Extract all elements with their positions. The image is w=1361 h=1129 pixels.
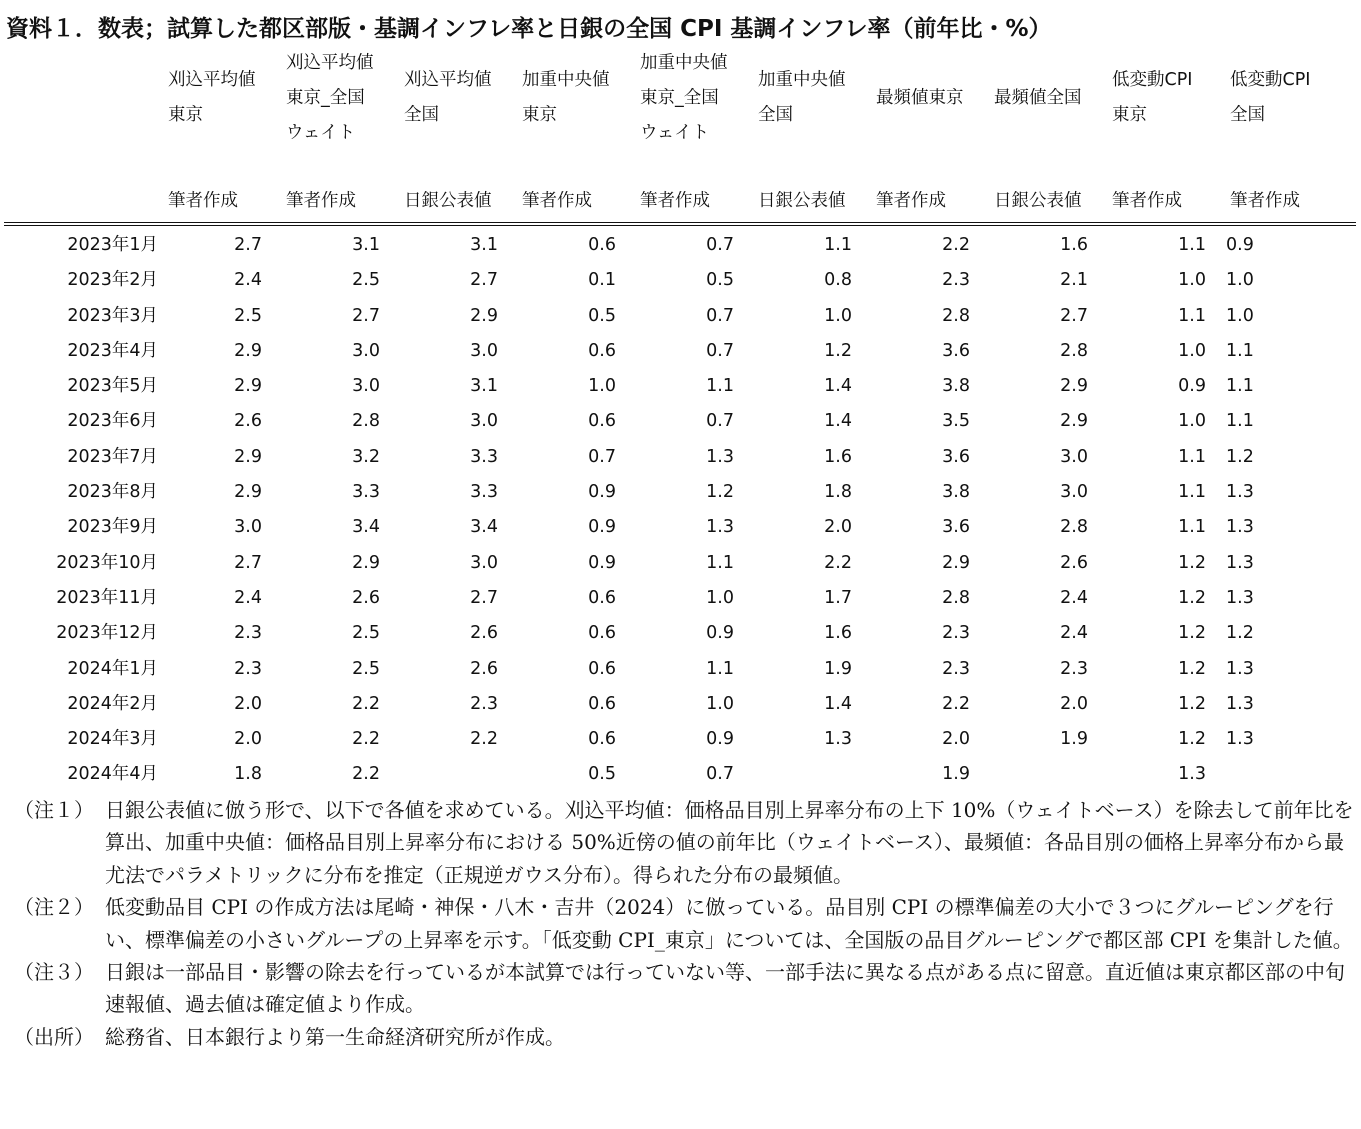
- footnote-label: （注３）: [14, 960, 94, 985]
- table-cell: 2.6: [470, 623, 498, 644]
- column-header-line: 東京: [522, 105, 557, 125]
- row-filler: [1238, 369, 1356, 404]
- row-filler: [1238, 475, 1356, 510]
- table-cell: 1.0: [1226, 305, 1254, 326]
- table-cell: 2.2: [942, 235, 970, 255]
- row-filler: [1238, 652, 1356, 687]
- table-row: [4, 687, 1356, 722]
- row-date: 2024年4月: [67, 764, 158, 785]
- table-cell: 2.5: [352, 623, 380, 644]
- row-filler: [1238, 263, 1356, 298]
- table-cell: 2.8: [942, 305, 970, 326]
- column-source-8: 日銀公表値: [990, 186, 1108, 224]
- column-header-line: 刈込平均値: [404, 70, 492, 90]
- table-cell: 1.1: [1178, 482, 1206, 503]
- table-cell: 0.9: [1178, 376, 1206, 397]
- table-cell: 0.5: [706, 270, 734, 291]
- table-cell: 1.1: [706, 658, 734, 679]
- table-cell: 2.2: [824, 552, 852, 573]
- table-cell: 1.1: [1178, 446, 1206, 467]
- table-cell: 3.1: [470, 235, 498, 255]
- table-cell: 1.0: [1226, 270, 1254, 291]
- column-header-line: 低変動CPI: [1112, 70, 1193, 90]
- table-cell: 1.1: [1226, 376, 1254, 397]
- table-cell: 3.6: [942, 517, 970, 538]
- table-cell: 1.3: [1226, 552, 1254, 573]
- row-date: 2023年4月: [67, 340, 158, 361]
- table-row: [4, 722, 1356, 757]
- footnote-label: （注２）: [14, 895, 94, 920]
- table-cell: 0.6: [588, 693, 616, 714]
- table-cell: 1.3: [1226, 517, 1254, 538]
- header-row-sources: [4, 186, 1356, 224]
- table-cell: 1.2: [1178, 587, 1206, 608]
- row-date: 2023年8月: [67, 482, 158, 503]
- table-cell: 1.3: [824, 729, 852, 750]
- table-cell: 0.6: [588, 658, 616, 679]
- column-header-line: 全国: [404, 105, 439, 125]
- row-filler: [1238, 334, 1356, 369]
- table-cell: 2.0: [1060, 693, 1088, 714]
- table-cell: 2.1: [1060, 270, 1088, 291]
- table-cell: 0.9: [588, 482, 616, 503]
- table-cell: 1.3: [1226, 482, 1254, 503]
- table-cell: 0.7: [706, 340, 734, 361]
- row-filler: [1238, 404, 1356, 439]
- row-filler: [1238, 510, 1356, 545]
- table-cell: 2.2: [352, 693, 380, 714]
- table-cell: 1.3: [1178, 764, 1206, 785]
- table-cell: 0.9: [706, 623, 734, 644]
- table-cell: 2.8: [352, 411, 380, 432]
- column-header-line: ウェイト: [286, 123, 356, 143]
- table-cell: 1.1: [706, 376, 734, 397]
- column-header-line: 東京_全国: [640, 88, 719, 108]
- table-cell: 1.0: [824, 305, 852, 326]
- table-cell: 1.1: [1226, 411, 1254, 432]
- table-cell: 1.6: [824, 446, 852, 467]
- column-header-line: 全国: [1230, 105, 1265, 125]
- table-cell: 1.3: [1226, 587, 1254, 608]
- table-row: [4, 334, 1356, 369]
- table-cell: 2.0: [824, 517, 852, 538]
- footnotes: [14, 794, 1359, 1053]
- column-header-line: 全国: [758, 105, 793, 125]
- table-cell: 3.0: [470, 411, 498, 432]
- column-source-3: 日銀公表値: [400, 186, 518, 224]
- row-date: 2023年12月: [56, 623, 158, 644]
- footnote-label: （注１）: [14, 798, 94, 822]
- table-cell: [1226, 757, 1238, 792]
- table-cell: 3.5: [942, 411, 970, 432]
- table-cell: 3.3: [352, 482, 380, 503]
- table-cell: 1.2: [1178, 729, 1206, 750]
- table-cell: 3.1: [352, 235, 380, 255]
- row-filler: [1238, 224, 1356, 263]
- table-cell: 3.8: [942, 376, 970, 397]
- table-cell: 3.0: [470, 552, 498, 573]
- table-cell: 3.0: [352, 340, 380, 361]
- footnote-text: 総務省、日本銀行より第一生命経済研究所が作成。: [105, 1024, 565, 1049]
- row-filler: [1238, 757, 1356, 792]
- row-date: 2023年3月: [67, 305, 158, 326]
- table-cell: 1.2: [1178, 623, 1206, 644]
- column-header-5: [636, 46, 754, 186]
- table-cell: 1.3: [1226, 729, 1254, 750]
- table-row: [4, 652, 1356, 687]
- table-cell: 1.2: [1178, 658, 1206, 679]
- document-title: 資料１．数表；試算した都区部版・基調インフレ率と日銀の全国 CPI 基調インフレ率（前年比・%）: [6, 16, 1052, 42]
- column-header-line: ウェイト: [640, 123, 710, 143]
- table-cell: 2.9: [352, 552, 380, 573]
- table-cell: 3.6: [942, 340, 970, 361]
- table-cell: 2.0: [942, 729, 970, 750]
- table-cell: 0.8: [824, 270, 852, 291]
- footnote-text: 日銀公表値に倣う形で、以下で各値を求めている。刈込平均値：価格品目別上昇率分布の上下 10%（ウェイトベース）を除去して前年比を算出、加重中央値：価格品目別上昇率分布における 50%近傍の値の前年比（ウェイトベース）、最頻値：各品目別の価格上昇率分布から最尤法でパラメトリックに分布を推定（正規逆ガウス分布）。得られた分布の最頻値。: [105, 798, 1354, 887]
- column-header-line: 最頻値全国: [994, 88, 1082, 108]
- table-cell: 1.1: [1178, 305, 1206, 326]
- table-cell: 3.0: [470, 340, 498, 361]
- table-cell: 2.7: [234, 235, 262, 255]
- table-cell: 1.2: [1226, 446, 1254, 467]
- table-cell: 3.0: [1060, 446, 1088, 467]
- row-date: 2023年1月: [67, 235, 158, 255]
- table-cell: 1.1: [1226, 340, 1254, 361]
- table-cell: 0.7: [706, 764, 734, 785]
- table-cell: 1.0: [1178, 270, 1206, 291]
- table-row: [4, 224, 1356, 263]
- table-cell: 3.3: [470, 446, 498, 467]
- table-cell: 2.9: [234, 446, 262, 467]
- table-cell: 2.8: [1060, 517, 1088, 538]
- table-cell: 1.3: [706, 517, 734, 538]
- table-cell: 0.6: [588, 623, 616, 644]
- table-cell: 1.2: [706, 482, 734, 503]
- table-cell: 2.8: [942, 587, 970, 608]
- table-cell: 2.0: [234, 729, 262, 750]
- table-cell: 2.2: [352, 764, 380, 785]
- table-cell: 3.0: [352, 376, 380, 397]
- row-date: 2024年1月: [67, 658, 158, 679]
- column-header-line: 刈込平均値: [286, 53, 374, 73]
- table-row: [4, 369, 1356, 404]
- table-cell: 0.9: [588, 552, 616, 573]
- table-cell: 2.3: [942, 658, 970, 679]
- table-cell: 1.4: [824, 693, 852, 714]
- table-cell: 2.0: [234, 693, 262, 714]
- column-source-2: 筆者作成: [282, 186, 400, 224]
- table-cell: 1.7: [824, 587, 852, 608]
- column-header-line: 低変動CPI: [1230, 70, 1311, 90]
- table-cell: 3.0: [234, 517, 262, 538]
- table-cell: 1.3: [1226, 693, 1254, 714]
- table-cell: 2.2: [352, 729, 380, 750]
- table-cell: 0.9: [706, 729, 734, 750]
- table-cell: 2.9: [1060, 376, 1088, 397]
- table-cell: 2.6: [470, 658, 498, 679]
- table-cell: 1.2: [1226, 623, 1254, 644]
- header-corner: [4, 46, 164, 186]
- footnote: [14, 794, 1359, 891]
- table-cell: 2.3: [470, 693, 498, 714]
- table-cell: 3.6: [942, 446, 970, 467]
- table-cell: 2.6: [234, 411, 262, 432]
- table-cell: 0.6: [588, 340, 616, 361]
- row-filler: [1238, 299, 1356, 334]
- table-cell: 1.8: [234, 764, 262, 785]
- table-cell: 2.3: [942, 623, 970, 644]
- column-header-line: 加重中央値: [522, 70, 610, 90]
- table-cell: 1.1: [1178, 235, 1206, 255]
- row-date: 2023年6月: [67, 411, 158, 432]
- column-header-line: 東京: [1112, 105, 1147, 125]
- column-source-5: 筆者作成: [636, 186, 754, 224]
- table-cell: 2.7: [234, 552, 262, 573]
- table-cell: 1.0: [588, 376, 616, 397]
- table-cell: 1.9: [824, 658, 852, 679]
- column-header-2: [282, 46, 400, 186]
- table-cell: 2.9: [234, 376, 262, 397]
- table-cell: 1.2: [1178, 552, 1206, 573]
- table-cell: 0.6: [588, 587, 616, 608]
- table-cell: 0.7: [588, 446, 616, 467]
- table-row: [4, 263, 1356, 298]
- table-cell: 1.4: [824, 376, 852, 397]
- row-filler: [1238, 616, 1356, 651]
- row-filler: [1238, 440, 1356, 475]
- table-cell: 0.6: [588, 235, 616, 255]
- table-cell: 2.5: [352, 270, 380, 291]
- table-cell: 2.3: [234, 658, 262, 679]
- row-date: 2023年2月: [67, 270, 158, 291]
- column-header-6: [754, 46, 872, 186]
- column-source-6: 日銀公表値: [754, 186, 872, 224]
- table-cell: 2.2: [470, 729, 498, 750]
- table-cell: 2.6: [352, 587, 380, 608]
- table-cell: 2.5: [234, 305, 262, 326]
- table-cell: 0.9: [1226, 235, 1254, 255]
- table-cell: 2.2: [942, 693, 970, 714]
- row-filler: [1238, 687, 1356, 722]
- row-filler: [1238, 722, 1356, 757]
- table-cell: 1.6: [824, 623, 852, 644]
- column-header-line: 最頻値東京: [876, 88, 964, 108]
- table-cell: 1.4: [824, 411, 852, 432]
- row-date: 2023年9月: [67, 517, 158, 538]
- table-row: [4, 475, 1356, 510]
- column-header-line: 東京: [168, 105, 203, 125]
- table-cell: 1.9: [942, 764, 970, 785]
- table-cell: 1.2: [1178, 693, 1206, 714]
- header-row-names: [4, 46, 1356, 186]
- column-header-8: [990, 46, 1108, 186]
- table-cell: 3.2: [352, 446, 380, 467]
- table-cell: 1.9: [1060, 729, 1088, 750]
- table-cell: 1.1: [824, 235, 852, 255]
- column-header-3: [400, 46, 518, 186]
- table-cell: 2.4: [1060, 623, 1088, 644]
- table-cell: 2.7: [470, 270, 498, 291]
- header-corner-source: [4, 186, 164, 224]
- table-cell: 2.7: [470, 587, 498, 608]
- table-cell: 0.5: [588, 764, 616, 785]
- table-cell: 1.0: [706, 587, 734, 608]
- table-cell: 0.7: [706, 305, 734, 326]
- table-row: [4, 510, 1356, 545]
- row-date: 2023年11月: [56, 587, 158, 608]
- column-source-9: 筆者作成: [1108, 186, 1226, 224]
- column-header-line: 加重中央値: [640, 53, 728, 73]
- table-cell: 0.6: [588, 411, 616, 432]
- table-row: [4, 616, 1356, 651]
- footnote-text: 日銀は一部品目・影響の除去を行っているが本試算では行っていない等、一部手法に異なる点がある点に留意。直近値は東京都区部の中旬速報値、過去値は確定値より作成。: [105, 960, 1345, 1017]
- row-date: 2023年5月: [67, 376, 158, 397]
- table-cell: 1.8: [824, 482, 852, 503]
- table-cell: 2.8: [1060, 340, 1088, 361]
- table-cell: 1.0: [706, 693, 734, 714]
- column-source-7: 筆者作成: [872, 186, 990, 224]
- column-header-line: 刈込平均値: [168, 70, 256, 90]
- table-cell: 2.3: [1060, 658, 1088, 679]
- table-cell: 1.0: [1178, 411, 1206, 432]
- table-body: [4, 224, 1356, 793]
- table-cell: 1.1: [1178, 517, 1206, 538]
- column-header-line: 加重中央値: [758, 70, 846, 90]
- table-cell: 2.3: [234, 623, 262, 644]
- footnote-label: （出所）: [14, 1024, 94, 1049]
- row-filler: [1238, 581, 1356, 616]
- table-cell: 2.9: [1060, 411, 1088, 432]
- table-cell: 3.4: [352, 517, 380, 538]
- table-cell: 0.1: [588, 270, 616, 291]
- table-cell: 0.6: [588, 729, 616, 750]
- inflation-table: [4, 46, 1356, 793]
- column-source-1: 筆者作成: [164, 186, 282, 224]
- column-source-10: 筆者作成: [1226, 186, 1238, 224]
- table-cell: 2.9: [234, 482, 262, 503]
- table-row: [4, 757, 1356, 792]
- footnote-text: 低変動品目 CPI の作成方法は尾崎・神保・八木・吉井（2024）に倣っている。品目別 CPI の標準偏差の大小で３つにグルーピングを行い、標準偏差の小さいグループの上昇率を示す。「低変動 CPI_東京」については、全国版の品目グルーピングで都区部 CPI を集計した値。: [105, 895, 1353, 952]
- table-cell: 2.4: [234, 270, 262, 291]
- table-row: [4, 440, 1356, 475]
- table-cell: [990, 757, 1108, 792]
- table-cell: [754, 757, 872, 792]
- table-cell: 3.4: [470, 517, 498, 538]
- table-cell: 1.3: [706, 446, 734, 467]
- row-date: 2024年2月: [67, 693, 158, 714]
- table-cell: 2.9: [234, 340, 262, 361]
- column-header-10: [1226, 46, 1311, 186]
- table-cell: 2.4: [234, 587, 262, 608]
- table-cell: 3.0: [1060, 482, 1088, 503]
- table-cell: 2.4: [1060, 587, 1088, 608]
- column-header-line: 東京_全国: [286, 88, 365, 108]
- column-header-9: [1108, 46, 1226, 186]
- table-cell: 3.1: [470, 376, 498, 397]
- table-row: [4, 581, 1356, 616]
- footnote: [14, 1021, 1359, 1053]
- table-cell: 2.6: [1060, 552, 1088, 573]
- table-cell: 0.5: [588, 305, 616, 326]
- row-date: 2023年7月: [67, 446, 158, 467]
- table-row: [4, 546, 1356, 581]
- table-row: [4, 299, 1356, 334]
- table-cell: 2.9: [942, 552, 970, 573]
- column-header-1: [164, 46, 282, 186]
- table-cell: 1.3: [1226, 658, 1254, 679]
- row-date: 2024年3月: [67, 729, 158, 750]
- table-cell: 2.3: [942, 270, 970, 291]
- column-header-7: [872, 46, 990, 186]
- footnote: [14, 956, 1359, 1021]
- table-cell: 1.1: [706, 552, 734, 573]
- row-date: 2023年10月: [56, 552, 158, 573]
- table-cell: 2.5: [352, 658, 380, 679]
- table-cell: 2.7: [1060, 305, 1088, 326]
- table-row: [4, 404, 1356, 439]
- table-cell: 0.7: [706, 411, 734, 432]
- footnote: [14, 891, 1359, 956]
- table-cell: [400, 757, 518, 792]
- table-cell: 0.9: [588, 517, 616, 538]
- table-cell: 1.0: [1178, 340, 1206, 361]
- column-header-4: [518, 46, 636, 186]
- row-filler: [1238, 546, 1356, 581]
- table-cell: 2.9: [470, 305, 498, 326]
- column-source-4: 筆者作成: [518, 186, 636, 224]
- table-cell: 3.3: [470, 482, 498, 503]
- table-cell: 1.2: [824, 340, 852, 361]
- table-cell: 3.8: [942, 482, 970, 503]
- table-cell: 2.7: [352, 305, 380, 326]
- table-cell: 1.6: [1060, 235, 1088, 255]
- table-cell: 0.7: [706, 235, 734, 255]
